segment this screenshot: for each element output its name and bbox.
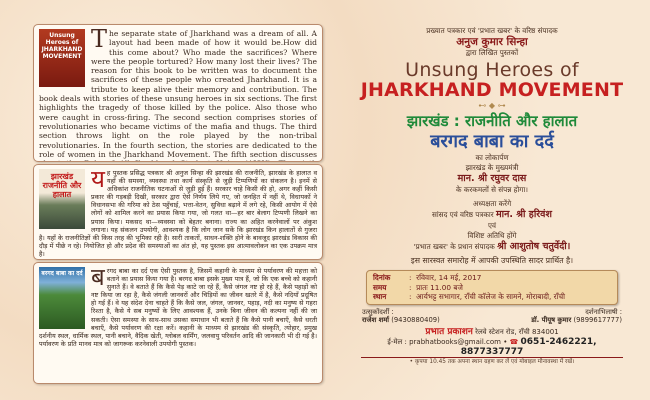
contact-name: डॉ. पीयूष कुमार [531,316,572,324]
book-descriptions [33,24,323,386]
by-hands: के करकमलों से संपन्न होगा। [456,185,528,194]
phone-icon: ☎ [509,337,519,346]
venue-value: आर्यभट्ट सभागार, राँची कॉलेज के सामने, मोराबादी, राँची [416,292,566,301]
venue-row [373,292,611,302]
written-by: द्वारा लिखित पुस्तकों [465,48,519,57]
separator: : [409,292,412,301]
guest-role: 'प्रभात खबर' के प्रधान संपादक [413,242,495,251]
date-value: रविवार, 14 मई, 2017 [416,273,482,282]
special-guest: विशिष्ट अतिथि होंगे [467,231,517,240]
request-text: इस सारस्वत समारोह में आपकी उपस्थिति सादर प्रार्थित है। [410,256,574,265]
drop-cap: ब [91,263,105,291]
publisher-address: रेलवे स्टेशन रोड, राँची 834001 [475,327,559,336]
president-role: सांसद एवं वरिष्ठ पत्रकार [432,210,494,219]
cover-title: बरगद बाबा का दर्द [41,270,83,277]
drop-cap: T [91,25,108,53]
book-title-bargad-baba: बरगद बाबा का दर्द [430,131,554,152]
contact-left [362,308,440,325]
contact-label: दर्शनाभिलाषी : [585,307,622,316]
event-details [366,270,618,305]
date-label: दिनांक [373,273,391,282]
contacts [362,308,622,325]
contact-label: उत्सुकोंदर्शी : [362,307,394,316]
date-row [373,273,611,283]
book-box-jharkhand-rajniti [33,164,323,260]
time-label: समय [373,282,387,292]
book-box-unsung-heroes [33,24,323,162]
publisher-line [352,327,632,337]
book-title-jharkhand-rajniti: झारखंड : राजनीति और हालात [406,112,578,130]
guest-line [352,241,632,253]
book-box-bargad-baba [33,262,323,384]
presidency: अध्यक्षता करेंगे [472,199,512,208]
separator: : [409,282,412,292]
contact-name: राजेश शर्मा [362,316,390,324]
time-row [373,283,611,293]
book-description: रगद बाबा का दर्द एक ऐसी पुस्तक है, जिसमें कहानी के माध्यम से पर्यावरण की महत्ता को बताने का प्रयास किया गया है। बरगद बाबा इसके मुख्य पात्र हैं, जो कि एक बच्चे को कहानी सुनाते हैं। वे बताते हैं कि कैसे पेड़ काटे जा रहे हैं, कैसे जंगल नष्ट हो रहे हैं, कैसे पहाड़ों को नष्ट किया जा रहा है, कैसे जंगली जानवरों और चिड़ियों का जीवन खतरे में है, कैसे नदियाँ प्रदूषित हो गई हैं। वे यह संदेश देना चाहते हैं कि कैसे जल, जंगल, जानवर, पहाड़, नदी का मनुष्य से गहरा रिश्ता है, कैसे ये सब मनुष्यों के लिए आवश्यक हैं, उनके बिना जीवन की कल्पना नहीं की जा सकती। ऐसा समस्या के साथ-साथ उसका समाधान भी बताते हैं कि कैसे पानी बचाएँ, कैसे धरती बचाएँ, कैसे पर्यावरण की रक्षा करें। कहानी के माध्यम से झारखंड की संस्कृति, त्योहार, प्रमुख दर्शनीय स्थल, धार्मिक स्थल, पानी बचाने, वैदिक खेती, ग्लोबल वार्मिंग, जलवायु परिवर्तन आदि की जानकारी भी दी गई है। पर्यावरण के प्रति मानव मात्र को जागरूक करनेवाली उपयोगी पुस्तक। [39,267,317,348]
publisher-name: प्रभात प्रकाशन [425,326,473,337]
and-text: एवं [488,221,496,230]
cm-role: झारखंड के मुख्यमंत्री [465,163,519,172]
cover-title: झारखंड राजनीति और हालात [42,172,82,199]
book-cover-bargad-baba [39,267,85,329]
contact-right [531,308,622,325]
note: • कृपया 10.45 तक अपना स्थान ग्रहण कर लें एवं मोबाइल मौनावस्था में रखें। [409,358,575,365]
launch-text: का लोकार्पण [475,153,509,162]
contact-phone: (9899617777) [573,316,622,324]
venue-label: स्थान [373,292,387,301]
separator: : [409,273,412,282]
book-title-line2: JHARKHAND MOVEMENT [360,79,624,101]
book-cover-jharkhand-rajniti [39,169,85,229]
book-description: he separate state of Jharkhand was a dream of all. A layout had been made of how it would be.How did this come about? Who made the sacrifices? Where were the people tortured? How many lost their lives? The reason for this book to be written was to document the sacrifices of these people who created Jharkhand. It is a tribute to keep alive their memory and contribution. The book deals with stories of these unsung heroes in six sections. The first highlights the tragedy of those killed by the police. Also those who were caught in cross-firing. The second section comprises stories of revolutionaries who became victims of the mafia and thugs. The third section throws light on the role played by the non-tribal revolutionaries. In the fourth section, the stories are dedicated to the role of women in the Jharkhand Movement. The fifth section discusses [39,29,317,159]
email[interactable]: ई-मेल : prabhatbooks@gmail.com [387,337,501,346]
president-name: मान. श्री हरिवंश [495,209,552,220]
ornament-divider: ⊷ ◆ ⊶ [478,101,506,110]
contact-line: ई-मेल : prabhatbooks@gmail.com • ☎ 0651-2462221, 8877337777 [361,337,623,358]
cm-name: मान. श्री रघुवर दास [457,173,527,184]
book-cover-unsung-heroes [39,29,85,87]
cover-title: Unsung Heroes of JHARKHAND MOVEMENT [41,32,83,60]
intro-line: प्रख्यात पत्रकार एवं 'प्रभात खबर' के वरिष्ठ संपादक [426,26,558,35]
drop-cap: य [91,165,105,193]
invitation [352,26,632,367]
president-line [352,209,632,221]
guest-name: श्री आशुतोष चतुर्वेदी। [497,241,571,252]
book-description: ह पुस्तक प्रसिद्ध पत्रकार श्री अनुज सिन्हा की झारखंड की राजनीति, झारखंड के हालात व यहाँ की समस्या, व्यवस्था तथा कार्य संस्कृति से जुड़ी टिप्पणियों का संकलन है। इनमें से अधिकांश राजनीतिक घटनाओं से जुड़ी हुई हैं। सरकार चाहे किसी की हो, अगर कहीं किसी प्रकार की गड़बड़ी दिखी, सरकार द्वारा ऐसे निर्णय लिये गए, जो जनहित में नहीं थे, विधायकों ने विधानसभा की गरिमा को ठेस पहुँचाई, भत्ता-वेतन, सुविधा बढ़ाने में लगे रहे, किसी आयोग में ऐसे लोगों को शामिल करने का प्रयास किया गया, जो गलत था—हर बार बेलाग टिप्पणी लिखने का प्रयास किया। मकसद था—व्यवस्था को बेहतर बनाना। राज्य का अहित करनेवालों पर अंकुश लगाना। यह संकलन उपयोगी, आवश्यक है कि लोग जान सकें कि झारखंड किन हालातों से गुजरा है। यहाँ के राजनीतिज्ञों की किस तरह की भूमिका रही है। सारी ताकतों, साधन-शक्ति होने के बावजूद झारखंड विकास की दौड़ में पीछे न रहे। नियोजित हो और प्रदेश की समस्याओं का अंत हो, यह पुस्तक इस आत्मावलोकन का एक उपक्रम मात्र है। [39,169,317,258]
time-value: प्रातः 11.00 बजे [416,282,463,292]
contact-phone: (9430880409) [391,316,440,324]
book-title-line1: Unsung Heroes of [405,59,579,81]
phone-numbers: 0651-2462221, 8877337777 [460,336,597,357]
author-name: अनुज कुमार सिन्हा [456,36,528,48]
